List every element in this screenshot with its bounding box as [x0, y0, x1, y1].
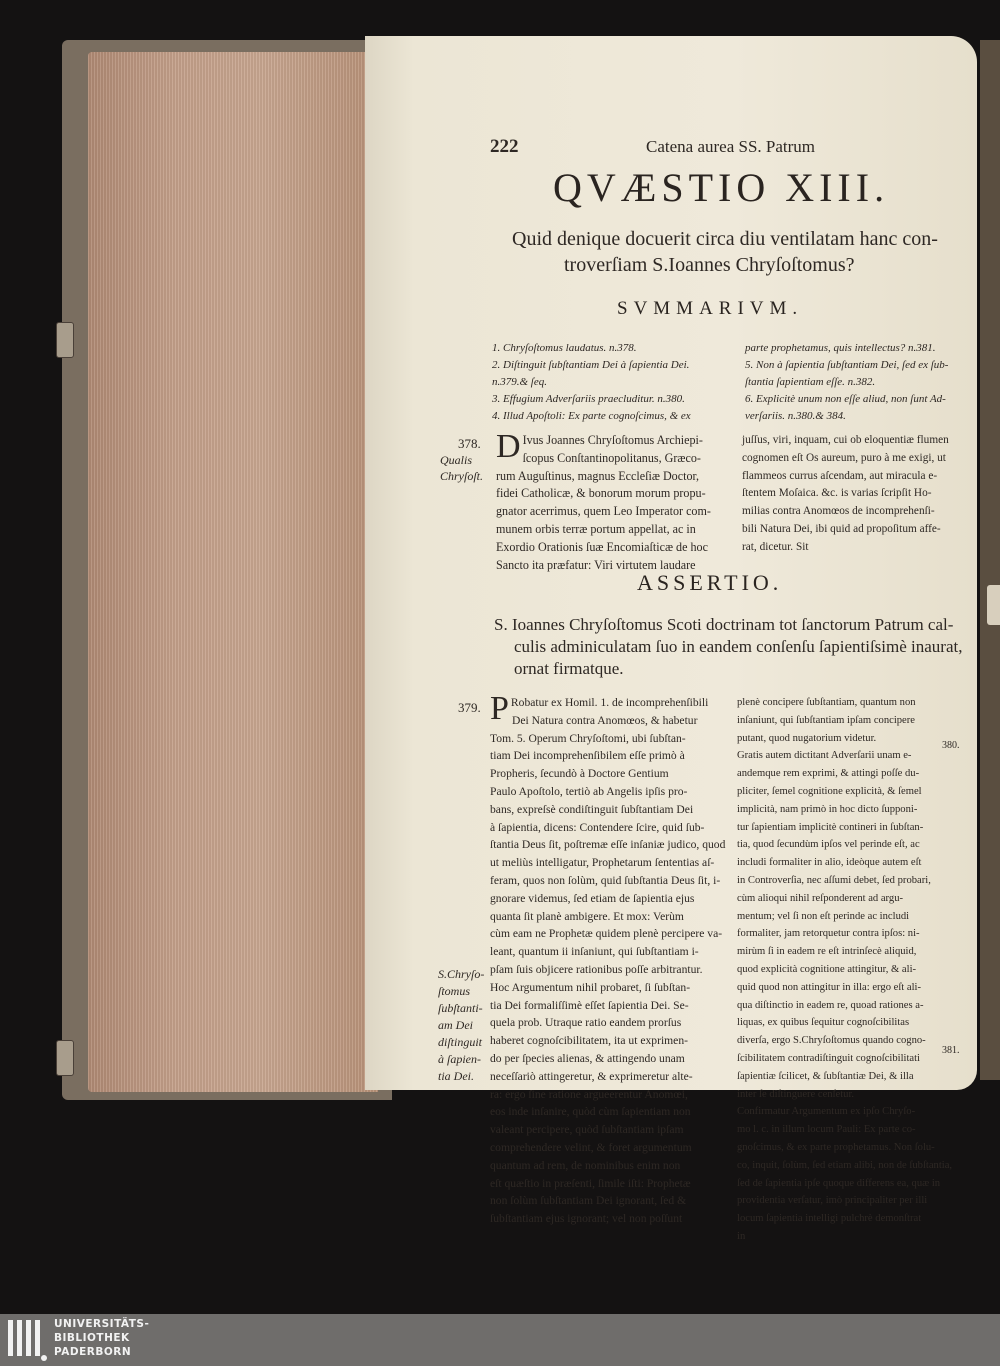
summarium-left-column [492, 340, 742, 425]
text-line: tia, quod ſecundùm ipſos vel perinde eſt, ac [737, 839, 920, 851]
summary-item: 2. Diſtinguit ſubſtantiam Dei à ſapientia Dei. [492, 359, 690, 371]
text-line: Ivus Joannes Chryſoſtomus Archiepi- [522, 433, 703, 447]
summary-item: ſtantia ſapientiam eſſe. n.382. [745, 376, 876, 388]
text-line: cùm alioqui nihil reſponderent ad argu- [737, 892, 904, 904]
library-name-line: BIBLIOTHEK [54, 1332, 130, 1344]
text-line: inter ſe diſtinguere cenſetur. [737, 1088, 855, 1100]
text-line: Paulo Apoſtolo, tertiò ab Angelis ipſis pro- [490, 784, 688, 798]
margin-note-line: am Dei [438, 1018, 473, 1032]
text-line: rat, dicetur. Sit [742, 540, 809, 553]
drop-cap: D [496, 428, 521, 465]
margin-note-line: ſtomus [438, 984, 471, 998]
text-line: in [737, 1230, 746, 1242]
text-line-content: Robatur ex Homil. 1. de incomprehenſibili [510, 696, 709, 709]
clasp-bottom [56, 1040, 74, 1076]
text-line: plenè concipere ſubſtantiam, quantum non [737, 697, 916, 708]
text-line: pliciter, ſemel cognitione explicità, & ſemel [737, 785, 922, 797]
text-line: neceſſariò attingeretur, & exprimeretur alte- [490, 1069, 693, 1083]
text-line: inſaniunt, qui ſubſtantiam ipſam concipere [737, 714, 915, 726]
text-line: in Controverſia, nec aſſumi debet, ſed probari, [737, 874, 931, 886]
bookmark-tab [987, 585, 1000, 625]
summary-item: 1. Chryſoſtomus laudatus. n.378. [492, 342, 637, 354]
text-line: rum Auguſtinus, magnus Eccleſiæ Doctor, [496, 468, 700, 483]
library-name [54, 1317, 149, 1359]
assertio-heading: ASSERTIO. [637, 570, 783, 595]
section-378-right-column [742, 432, 957, 557]
text-line: cùm eam ne Prophetæ quidem plenè percipere va- [490, 927, 723, 941]
summary-item: n.379.& ſeq. [492, 376, 547, 388]
text-line: Tom. 5. Operum Chryſoſtomi, ubi ſubſtan- [490, 731, 686, 745]
margin-note-line: Qualis [440, 453, 473, 467]
text-line: locum ſapientia intelligi pulchrè demonſtrat [737, 1213, 922, 1225]
text-line: ſcopus Conſtantinopolitanus, Græco- [522, 450, 701, 465]
margin-note-line: à ſapien- [438, 1052, 481, 1066]
text-line: formaliter, jam retorquetur contra ipſos: ni- [737, 928, 920, 940]
library-name-line: UNIVERSITÄTS- [54, 1318, 150, 1330]
text-line: ut meliùs intelligatur, Prophetarum ſententias aſ- [490, 856, 715, 870]
text-line: à ſapientia, dicens: Contendere ſcire, quid ſub- [490, 820, 705, 834]
text-line: do per ſpecies alienas, & attingendo unam [490, 1051, 685, 1065]
text-line: andemque rem exprimi, & attingi poſſe du- [737, 768, 920, 780]
question-heading: QVÆSTIO XIII. [553, 165, 890, 210]
text-line: S. Ioannes Chryſoſtomus Scoti doctrinam tot ſanctorum Patrum cal- [494, 615, 954, 634]
page-edges [88, 52, 378, 1092]
running-title: Catena aurea SS. Patrum [646, 137, 816, 156]
paragraph-number-378: 378. [458, 436, 481, 451]
text-line: providentia verſatur, imò principaliter per illi [737, 1195, 928, 1207]
text-line: ſed de ſapientia ipſe quoque differens ea, quæ in [737, 1177, 941, 1189]
assertio-text [494, 614, 962, 680]
text-line: co, inquit, ſolùm, ſed etiam alibi, non de ſubſtantia, [737, 1159, 953, 1171]
text-line: Exordio Orationis ſuæ Encomiaſticæ de hoc [496, 539, 708, 554]
paragraph-number-379: 379. [458, 700, 481, 715]
text-line: mirùm ſi in eadem re eſt intrinſecè aliquid, [737, 946, 917, 958]
text-line: bans, expreſsè condiſtinguit ſubſtantiam Dei [490, 802, 694, 816]
text-line: flammeos currus aſcendam, aut miracula e- [742, 469, 938, 482]
text-line: qua diſtinctio in eadem re, quoad rationes a- [737, 999, 924, 1011]
text-line: includi formaliter in alio, ideòque autem eſt [737, 857, 922, 869]
question-line-1: Quid denique docuerit circa diu ventilatam hanc con- [512, 228, 938, 250]
text-line: quantum ad rem, de nominibus enim non [490, 1158, 681, 1172]
text-line: eſt quæſtio in præſenti, ſimile iſti: Prophetæ [490, 1176, 691, 1190]
text-line: ſtentem Moſaica. &c. is varias ſcripſit Ho- [742, 487, 932, 500]
section-378-left-column [496, 428, 736, 574]
text-line: Dei Natura contra Anomœos, & habetur [512, 713, 698, 727]
text-line: non ſolùm ſubſtantiam Dei ignorant, ſed & [490, 1194, 687, 1208]
text-line: feram, quos non ſolùm, quid ſubſtantia Deus ſit, i- [490, 873, 721, 887]
section-379-left-column [490, 690, 730, 1228]
text-line: mentum; vel ſi non eſt perinde ac includi [737, 910, 910, 922]
text-line: culis adminiculatam ſuo in eandem conſenſu ſapientiſsimè inaurat, [514, 637, 963, 656]
text-line: ornat firmatque. [514, 659, 624, 678]
library-footer [0, 1314, 1000, 1366]
text-line: cognomen eſt Os aureum, puro à me exigi, ut [742, 451, 946, 464]
text-line: quanta ſit planè ambigere. Et mox: Verùm [490, 909, 684, 923]
summarium-right-column [745, 340, 960, 425]
text-line: ſcibilitatem contradiſtinguit cognoſcibilitati [737, 1052, 920, 1064]
section-379-right-column [737, 694, 952, 1246]
text-line: ſtantia Deus ſit, poſtremæ eſſe inſaniæ judico, quod [490, 838, 726, 852]
library-logo-icon [6, 1318, 48, 1362]
margin-note-line: S.Chryſo- [438, 967, 485, 981]
text-line: gnoſcimus, & ex parte prophetamus. Non ſolu- [737, 1141, 935, 1153]
text-line: valeant percipere, quòd ſubſtantiam ipſam [490, 1123, 684, 1137]
facing-page-edge [980, 40, 1000, 1080]
page-number: 222 [490, 136, 519, 157]
margin-note-379 [438, 966, 484, 1085]
text-line: comprehendere velint, & foret argumentum [490, 1140, 692, 1154]
text-line: ſubſtantiam ejus ignorant; vel non poſſunt [490, 1212, 683, 1226]
text-line: quela prob. Utraque ratio eandem prorſus [490, 1016, 682, 1030]
text-line: Confirmatur Argumentum ex ipſo Chryſo- [737, 1106, 916, 1118]
margin-note-line: Chryſoſt. [440, 469, 484, 483]
text-line: liquas, ex quibus ſequitur cognoſcibilitas [737, 1017, 910, 1029]
paragraph-number-381: 381. [942, 1045, 960, 1056]
text-line: quid quod non attingitur in illa: ergo eſt ali- [737, 981, 921, 993]
text-line: Gratis autem dictitant Adverſarii unam e- [737, 750, 912, 762]
text-line: juſſus, viri, inquam, cui ob eloquentiæ flumen [742, 434, 949, 446]
text-line: tiam Dei incomprehenſibilem eſſe primò à [490, 749, 685, 763]
text-line: tur ſapientiam implicitè contineri in ſubſtan- [737, 821, 924, 833]
text-line: gnorare videmus, ſed etiam de ſapientia ejus [490, 891, 695, 905]
summary-item: 4. Illud Apoſtoli: Ex parte cognoſcimus, & ex [492, 410, 691, 422]
text-line: implicità, nam primò in hoc dicto ſupponi- [737, 803, 918, 815]
text-line: Propheris, ſecundò à Doctore Gentium [490, 767, 669, 781]
text-line: haberet cognoſcibilitatem, ita ut exprimen- [490, 1034, 688, 1048]
text-line: leant, quantum ii inſaniunt, qui ſubſtantiam i- [490, 945, 699, 959]
clasp-top [56, 322, 74, 358]
text-line: milias contra Anomœos de incomprehenſi- [742, 505, 935, 518]
summary-item: 5. Non à ſapientia ſubſtantiam Dei, ſed ex ſub- [745, 359, 949, 371]
margin-note-line: tia Dei. [438, 1069, 474, 1083]
library-name-line: PADERBORN [54, 1346, 132, 1358]
question-line-2: troverſiam S.Ioannes Chryſoſtomus? [564, 254, 855, 276]
text-line: putant, quod nugatorium videtur. [737, 732, 877, 744]
text-line: pſam ſuis objicere rationibus poſſe arbitrantur. [490, 962, 703, 976]
paragraph-number-380: 380. [942, 740, 960, 751]
summary-item: 3. Effugium Adverſariis praecluditur. n.380. [492, 393, 685, 405]
margin-note-378 [440, 452, 483, 484]
margin-note-line: diſtinguit [438, 1035, 483, 1049]
summary-item: parte prophetamus, quis intellectus? n.381. [745, 342, 936, 354]
text-line: tia Dei formaliſſimè eſſet ſapientia Dei. Se- [490, 998, 689, 1012]
text-line: Sancto ita præfatur: Viri virtutem laudare [496, 557, 696, 572]
drop-cap: P [490, 690, 509, 727]
text-line: mo l. c. in illum locum Pauli: Ex parte co- [737, 1124, 916, 1136]
text-line: diverſa, ergo S.Chryſoſtomus quando cogno- [737, 1035, 926, 1047]
summary-item: verſariis. n.380.& 384. [745, 410, 846, 422]
margin-note-line: ſubſtanti- [438, 1001, 483, 1015]
text-line: ſapientiæ ſcilicet, & ſubſtantiæ Dei, & illa [737, 1070, 914, 1082]
text-line: ra: ergo ſine ratione argueerentur Anomœi, [490, 1087, 688, 1101]
summarium-heading: SVMMARIVM. [617, 298, 804, 319]
summary-item: 6. Explicitè unum non eſſe aliud, non ſunt Ad- [745, 393, 946, 405]
text-line: fidei Catholicæ, & bonorum morum propu- [496, 486, 706, 501]
text-line: gnator acerrimus, quem Leo Imperator com- [496, 504, 711, 519]
text-line: Hoc Argumentum nihil probaret, ſi ſubſtan- [490, 980, 691, 994]
text-line: bili Natura Dei, ibi quid ad propoſitum affe- [742, 522, 941, 535]
text-line: quod explicità cognitione attingitur, & ali- [737, 963, 917, 975]
text-line: eos inde inſanire, quòd cùm ſapientiam non [490, 1105, 691, 1119]
text-line: munem orbis terræ portum appellat, ac in [496, 521, 696, 536]
